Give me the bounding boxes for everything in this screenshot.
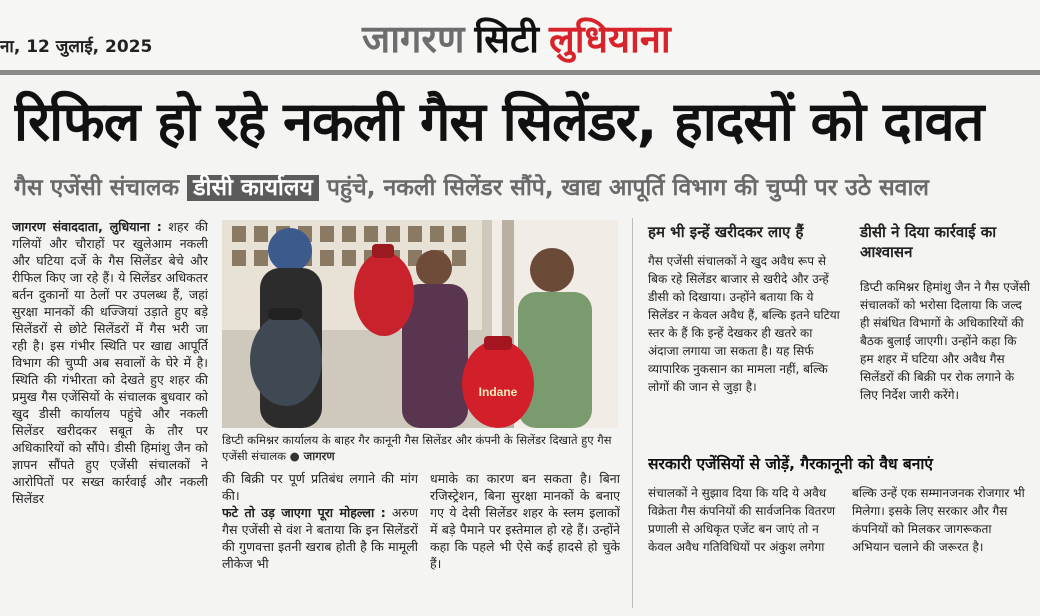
dateline: जागरण संवाददाता, लुधियाना : <box>12 219 162 234</box>
subhead-after: पहुंचे, नकली सिलेंडर सौंपे, खाद्य आपूर्ति विभाग की चुप्पी पर उठे सवाल <box>318 175 930 201</box>
photo-credit: ● जागरण <box>289 449 335 463</box>
subhead-highlight: डीसी कार्यालय <box>187 175 319 201</box>
masthead <box>0 0 1040 72</box>
masthead-divider <box>0 70 1040 75</box>
brand-jagran: जागरण <box>362 17 465 61</box>
brand-city: सिटी <box>474 17 539 61</box>
headline: रिफिल हो रहे नकली गैस सिलेंडर, हादसों को दावत <box>14 90 984 153</box>
box1-text: गैस एजेंसी संचालकों ने खुद अवैध रूप से बिक रहे सिलेंडर बाजार से खरीदे और उन्हें डीसी को दिखाया। उन्होंने बताया कि ये सिलेंडर न केवल अवैध हैं, बल्कि इतने घटिया स्तर के हैं कि इन्हें देखकर ही खतरे का अंदाजा लगाया जा सकता है। यह सिर्फ व्यापारिक नुकसान का मामला नहीं, बल्कि लोगों की जान से जुड़ा है। <box>648 254 840 394</box>
box2-heading: डीसी ने दिया कार्रवाई का आश्वासन <box>860 223 997 261</box>
article-text-2: की बिक्री पर पूर्ण प्रतिबंध लगाने की मांग की। <box>222 471 418 503</box>
brand-ludhiana: लुधियाना <box>548 17 671 61</box>
article-text-3: धमाके का कारण बन सकता है। बिना रजिस्ट्रेशन, बिना सुरक्षा मानकों के बनाए गए ये देसी सिलेंडर शहर के स्लम इलाकों में बड़े पैमाने पर इस्तेमाल हो रहे हैं। उन्होंने कहा कि पहले भी ऐसे कई हादसे हो चुके हैं। <box>430 471 620 571</box>
box1-heading: हम भी इन्हें खरीदकर लाए हैं <box>648 223 804 241</box>
cylinder-brand-label: Indane <box>478 385 518 399</box>
article-text-1: शहर की गलियों और चौराहों पर खुलेआम नकली और घटिया दर्जे के गैस सिलेंडर बेचे और रीफिल किए जा रहे हैं। ये सिलेंडर अधिकतर बर्तन दुकानों या ठेलों पर उपलब्ध हैं, जहां सुरक्षा मानकों की धज्जियां उड़ाते हुए बड़े सिलेंडरों से छोटे सिलेंडरों में गैस भरी जा रही है। इस गंभीर स्थिति पर खाद्य आपूर्ति विभाग की चुप्पी अब सवालों के घेरे में है। स्थिति की गंभीरता को देखते हुए शहर की प्रमुख गैस एजेंसियों के संचालक बुधवार को खुद डीसी कार्यालय पहुंचे और नकली सिलेंडर खरीदकर सबूत के तौर पर अधिकारियों को सौंपे। डीसी हिमांशु जैन को ज्ञापन सौंपते हुए एजेंसी संचालकों ने आरोपितों पर सख्त कार्रवाई और नकली सिलेंडर <box>12 219 208 506</box>
subheadline <box>14 170 1028 210</box>
photo-illustration <box>222 220 618 428</box>
newspaper-brand <box>362 12 671 62</box>
issue-date: ना, 12 जुलाई, 2025 <box>0 37 153 57</box>
photo-caption <box>222 432 618 466</box>
article-column-2 <box>222 470 418 610</box>
subhead-before: गैस एजेंसी संचालक <box>14 175 188 201</box>
box2-text: डिप्टी कमिश्नर हिमांशु जैन ने गैस एजेंसी संचालकों को भरोसा दिलाया कि जल्द ही संबंधित विभागों के अधिकारियों की बैठक बुलाई जाएगी। उन्होंने कहा कि हम शहर में घटिया और अवैध गैस सिलेंडरों की बिक्री पर रोक लगाने के लिए निर्देश जारी करेंगे। <box>860 280 1030 402</box>
article-subheading: फटे तो उड़ जाएगा पूरा मोहल्ला : <box>222 505 386 520</box>
caption-text: डिप्टी कमिश्नर कार्यालय के बाहर गैर कानूनी गैस सिलेंडर और कंपनी के सिलेंडर दिखाते हुए गैस एजेंसी संचालक <box>222 433 612 463</box>
column-divider <box>632 218 633 608</box>
article-column-1 <box>12 218 208 608</box>
article-text-2b: अरुण गैस एजेंसी से वंश ने बताया कि इन सिलेंडरों की गुणवत्ता इतनी खराब होती है कि मामूली लीकेज भी <box>222 505 418 571</box>
section-heading: सरकारी एजेंसियों से जोड़ें, गैरकानूनी को वैध बनाएं <box>648 455 933 473</box>
section-text-2: बल्कि उन्हें एक सम्मानजनक रोजगार भी मिलेगा। इसके लिए सरकार और गैस कंपनियों को मिलकर जागरूकता अभियान चलाने की जरूरत है। <box>852 486 1025 554</box>
article-column-3 <box>430 470 620 610</box>
section-text-1: संचालकों ने सुझाव दिया कि यदि ये अवैध विक्रेता गैस कंपनियों की सार्वजनिक वितरण प्रणाली से अधिकृत एजेंट बन जाएं तो न केवल अवैध गतिविधियों पर अंकुश लगेगा <box>648 486 836 554</box>
news-photo <box>222 220 618 428</box>
